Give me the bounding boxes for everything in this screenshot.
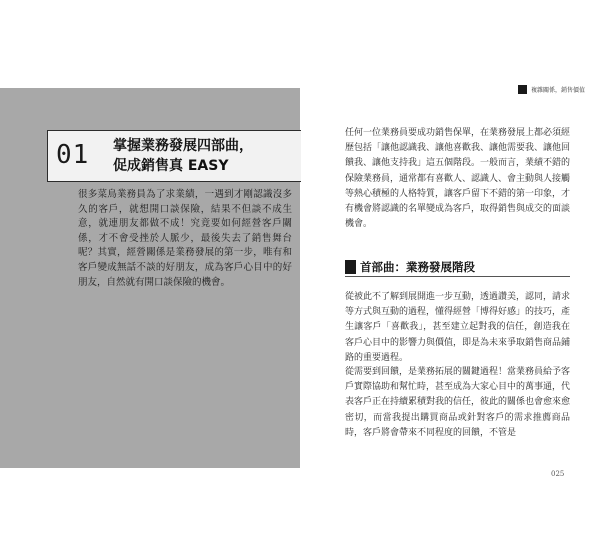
chapter-title-line2: 促成銷售真 EASY <box>113 158 229 174</box>
running-header-label: 複雜關係，銷售價值 <box>531 86 586 94</box>
running-header <box>518 84 585 94</box>
header-square-icon <box>518 85 527 94</box>
section-title: 首部曲：業務發展階段 <box>360 260 475 274</box>
body-paragraph-3: 從需要到回饋，是業務拓展的關鍵過程！當業務員給予客戶實際協助和幫忙時，甚至成為大家心目中的萬事通，代表客戶正在持續累積對我的信任，彼此的關係也會愈來愈密切，而當我提出購買商品或針對客戶的需求推薦商品時，客戶將會帶來不同程度的回饋，不管是 <box>345 367 571 438</box>
page-number: 025 <box>551 470 565 478</box>
chapter-number: 01 <box>56 140 90 170</box>
chapter-title-box <box>47 130 301 182</box>
section-bar-icon <box>345 260 356 274</box>
body-paragraph-2: 從被此不了解到展開進一步互動，透過讚美，認同，請求等方式與互動的過程，懂得經營「博得好感」的技巧，產生讓客戶「喜歡我」，甚至建立起對我的信任，創造我在客戶心目中的影響力與價值，即是為未來爭取銷售商品鋪路的重要過程。 <box>345 292 571 363</box>
chapter-title-line1: 掌握業務發展四部曲， <box>113 138 253 154</box>
chapter-title <box>113 136 293 176</box>
body-paragraph-1: 任何一位業務員要成功銷售保單，在業務發展上都必須經歷包括「讓他認識我、讓他喜歡我、讓他需要我、讓他回饋我、讓他支持我」這五個階段。一般而言，業績不錯的保險業務員，通常都有喜歡人、認識人、會主動與人接觸等熱心積極的人格特質，讓客戶留下不錯的第一印象，才有機會將認識的名單變成為客戶，取得銷售與成交的面談機會。 <box>345 128 571 230</box>
section-heading <box>345 258 570 277</box>
chapter-intro-text: 很多菜鳥業務員為了求業績，一遇到才剛認識沒多久的客戶，就想開口談保險，結果不但談不成生意，就連朋友都做不成！究竟要如何經營客戶關係，才不會受挫於人脈少，最後失去了銷售舞台呢？其實，經營關係是業務發展的第一步，唯有和客戶變成無話不談的好朋友，成為客戶心目中的好朋友，自然就有開口談保險的機會。 <box>78 189 292 288</box>
